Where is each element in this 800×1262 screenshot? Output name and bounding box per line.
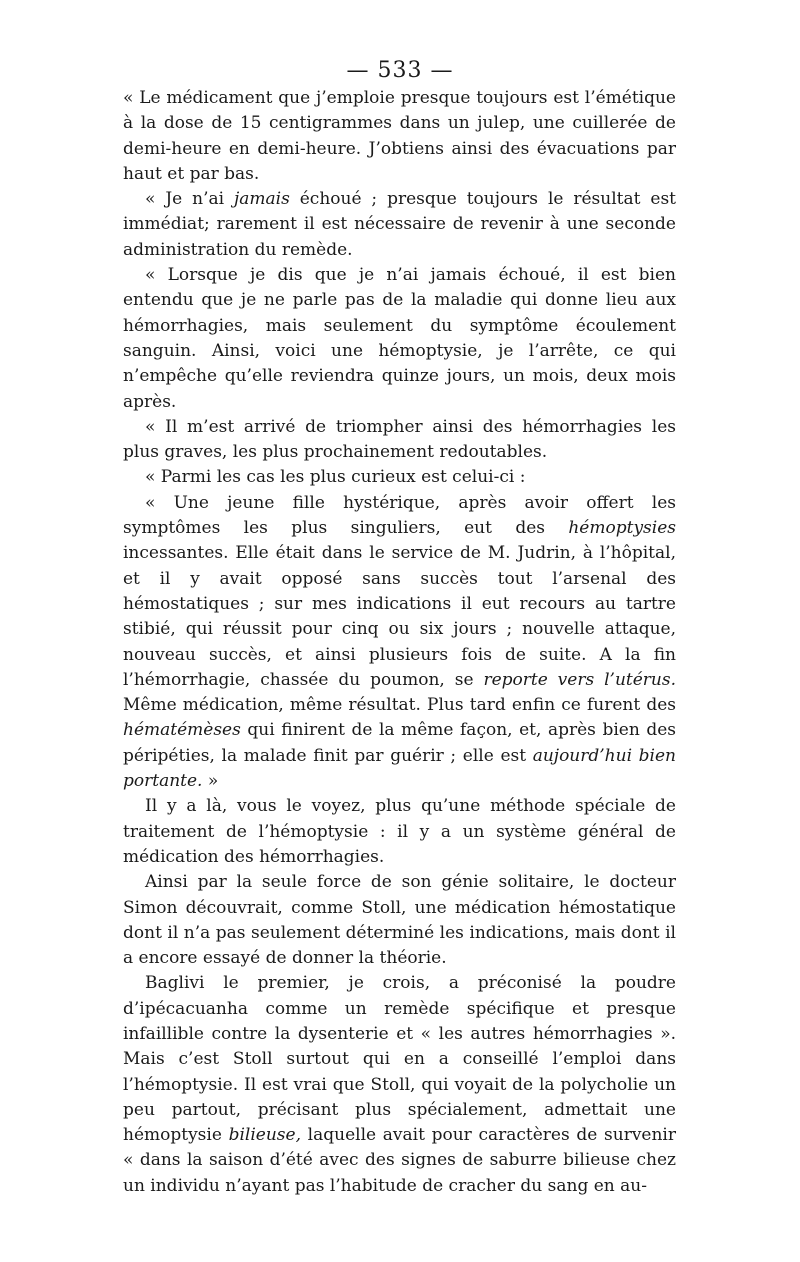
text-run: incessantes. Elle était dans le service de M. Judrin, à l’hôpital, et il y avait opposé sans succès tout l’arsenal des hémostatiques ; sur mes indications il eut recours au tartre stibié, qui réussit pour cinq ou six jours ; nouvelle attaque, nouveau succès, et ainsi plusieurs fois de suite. A la fin l’hémorrhagie, chassée du poumon, se xyxy=(123,543,676,690)
text-run: « Lorsque je dis que je n’ai jamais échoué, il est bien entendu que je ne parle pas de la maladie qui donne lieu aux hémorrhagies, mais seulement du symptôme écoulement sanguin. Ainsi, voici une hémoptysie, je l’arrête, ce qui n’empêche qu’elle reviendra quinze jours, un mois, deux mois après. xyxy=(123,265,676,412)
text-run: Même médication, même résultat. Plus tard enfin ce furent des xyxy=(123,695,676,716)
paragraph xyxy=(123,187,676,263)
text-run: « Parmi les cas les plus curieux est celui-ci : xyxy=(145,467,526,488)
paragraph xyxy=(123,971,676,1199)
paragraph xyxy=(123,263,676,415)
paragraph xyxy=(123,465,676,490)
text-run: « Le médicament que j’emploie presque toujours est l’émétique à la dose de 15 centigrammes dans un julep, une cuillerée de demi-heure en demi-heure. J’obtiens ainsi des évacuations par haut et par bas. xyxy=(123,88,676,184)
italic-run: bilieuse, xyxy=(228,1125,301,1146)
text-run: qui finirent de la même façon, et, après bien des péripéties, la malade finit par guérir ; elle est xyxy=(123,720,676,766)
italic-run: jamais xyxy=(233,189,290,210)
paragraph xyxy=(123,86,676,187)
text-run: échoué ; presque toujours le résultat est immédiat; rarement il est nécessaire de revenir à une seconde administration du remède. xyxy=(123,189,676,260)
text-run: « Il m’est arrivé de triompher ainsi des hémorrhagies les plus graves, les plus prochainement redoutables. xyxy=(123,416,676,463)
page-number: — 533 — xyxy=(346,58,454,83)
italic-run: aujourd’hui bien portante. xyxy=(123,745,676,792)
text-run: » xyxy=(202,771,219,792)
body-text xyxy=(123,86,676,1199)
paragraph xyxy=(123,794,676,870)
italic-run: reporte vers l’utérus. xyxy=(483,669,676,690)
text-run: laquelle avait pour caractères de survenir « dans la saison d’été avec des signes de saburre bilieuse chez un individu n’ayant pas l’habitude de cracher du sang en au- xyxy=(123,1125,676,1196)
italic-run: hémoptysies xyxy=(568,518,676,539)
text-run: Ainsi par la seule force de son génie solitaire, le docteur Simon découvrait, comme Stoll, une médication hémostatique dont il n’a pas seulement déterminé les indications, mais dont il a encore essayé de donner la théorie. xyxy=(123,872,676,969)
paragraph xyxy=(123,491,676,795)
text-run: Baglivi le premier, je crois, a préconisé la poudre d’ipécacuanha comme un remède spécifique et presque infaillible contre la dysenterie et « les autres hémorrhagies ». Mais c’est Stoll surtout qui en a conseillé l’emploi dans l’hémoptysie. Il est vrai que Stoll, qui voyait de la polycholie un peu partout, précisant plus spécialement, admettait une hémoptysie xyxy=(123,973,676,1146)
text-run: Il y a là, vous le voyez, plus qu’une méthode spéciale de traitement de l’hémoptysie : il y a un système général de médication des hémorrhagies. xyxy=(123,796,676,867)
text-run: « Je n’ai xyxy=(145,189,234,210)
italic-run: hématémèses xyxy=(123,720,241,741)
paragraph xyxy=(123,415,676,466)
paragraph xyxy=(123,870,676,971)
text-run: « Une jeune fille hystérique, après avoir offert les symptômes les plus singuliers, eut des xyxy=(123,492,676,539)
